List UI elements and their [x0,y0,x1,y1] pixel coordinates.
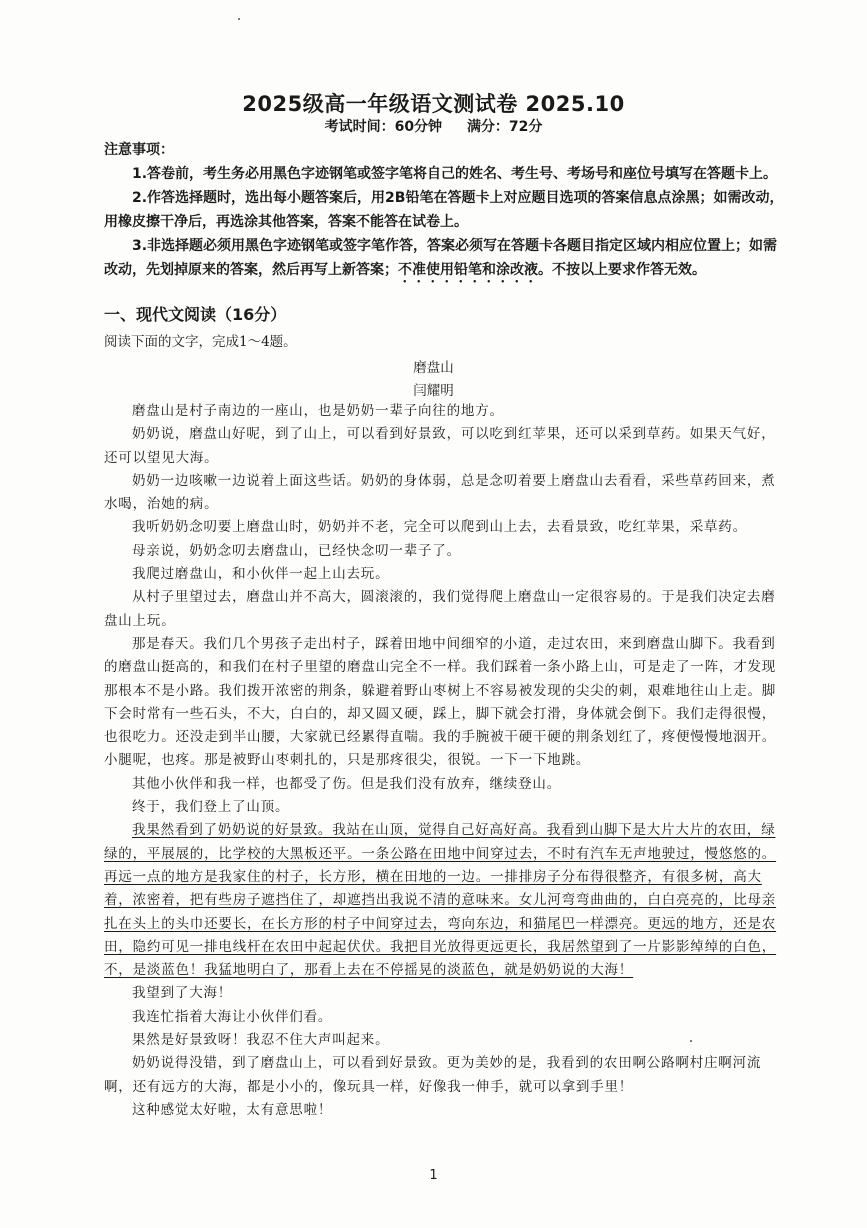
exam-title: 2025级高一年级语文测试卷 2025.10 [242,92,625,116]
paragraph: 我爬过磨盘山，和小伙伴一起上山去玩。 [132,566,390,583]
paragraph: 奶奶说得没错，到了磨盘山上，可以看到好景致。更为美妙的是，我看到的农田啊公路啊村庄啊河流啊，还有远方的大海，都是小小的，像玩具一样，好像我一伸手，就可以拿到手里！ [104,1055,762,1095]
notice-item-2: 2.作答选择题时，选出每小题答案后，用2B铅笔在答题卡上对应题目选项的答案信息点涂黑；如需改动，用橡皮擦干净后，再选涂其他答案，答案不能答在试卷上。 [104,190,784,230]
notice-heading: 注意事项： [104,142,174,158]
section-heading: 一、现代文阅读（16分） [104,305,287,324]
paragraph: 磨盘山是村子南边的一座山，也是奶奶一辈子向往的地方。 [132,403,504,419]
exam-time: 考试时间：60分钟 [324,119,443,135]
notice-item-3-text: 3.非选择题必须用黑色字迹钢笔或签字笔作答，答案必须写在答题卡各题目指定区域内相应位置上；如需改动，先划掉原来的答案，然后再写上新答案； [104,238,778,278]
notice-section [104,138,784,286]
notice-item-3-emphasis: 不准使用铅笔和涂改液 [398,262,538,278]
page-number: 1 [429,1168,438,1183]
paragraph: 其他小伙伴和我一样，也都受了伤。但是我们没有放弃，继续登山。 [132,775,561,792]
paragraph: 终于，我们登上了山顶。 [132,799,290,816]
underlined-paragraph: 我果然看到了奶奶说的好景致。我站在山顶，觉得自己好高好高。我看到山脚下是大片大片的农田，绿绿的，平展展的，比学校的大黑板还平。一条公路在田地中间穿过去，不时有汽车无声地驶过，慢悠悠的。再远一点的地方是我家住的村子，长方形，横在田地的一边。一排排房子分布得很整齐，有很多树，高大着，浓密着，把有些房子遮挡住了，却遮挡出我说不清的意味来。女儿河弯弯曲曲的，白白亮亮的，比母亲扎在头上的头巾还要长，在长方形的村子中间穿过去，弯向东边，和猫尾巴一样漂亮。更远的地方，还是农田，隐约可见一排电线杆在农田中起起伏伏。我把目光放得更远更长，我居然望到了一片影影绰绰的白色，不，是淡蓝色！我猛地明白了，那看上去在不停摇晃的淡蓝色，就是奶奶说的大海！ [104,822,777,979]
notice-item-3 [104,234,784,286]
paragraph: 母亲说，奶奶念叨去磨盘山，已经快念叨一辈子了。 [132,542,461,559]
paragraph: 从村子里望过去，磨盘山并不高大，圆滚滚的，我们觉得爬上磨盘山一定很容易的。于是我们决定去磨盘山上玩。 [104,589,776,629]
paragraph: 果然是好景致呀！我忍不住大声叫起来。 [132,1032,390,1049]
paragraph: 我听奶奶念叨要上磨盘山时，奶奶并不老，完全可以爬到山上去，去看景致，吃红苹果，采草药。 [132,519,747,536]
passage-author: 闫耀明 [413,383,454,399]
paragraph: 我望到了大海！ [132,985,233,1002]
paragraph: 我连忙指着大海让小伙伴们看。 [132,1008,333,1025]
paragraph: 奶奶一边咳嗽一边说着上面这些话。奶奶的身体弱，总是念叨着要上磨盘山去看看，采些草药回来，煮水喝，治她的病。 [104,472,776,513]
reading-instruction: 阅读下面的文字，完成1～4题。 [104,334,297,350]
paragraph: 这种感觉太好啦，太有意思啦！ [132,1101,333,1118]
notice-item-3-end: 。不按以上要求作答无效。 [538,262,706,278]
paragraph: 那是春天。我们几个男孩子走出村子，踩着田地中间细窄的小道，走过农田，来到磨盘山脚下。我看到的磨盘山挺高的，和我们在村子里望的磨盘山完全不一样。我们踩着一条小路上山，可是走了一阵，才发现那根本不是小路。我们拨开浓密的荆条，躲避着野山枣树上不容易被发现的尖尖的刺，艰难地往山上走。脚下会时常有一些石头，不大，白白的，却又圆又硬，踩上，脚下就会打滑，身体就会倒下。我们走得很慢，也很吃力。还没走到半山腰，大家就已经累得直喘。我的手腕被干硬干硬的荆条划红了，疼便慢慢地洇开。小腿呢，也疼。那是被野山枣刺扎的，只是那疼很尖，很锐。一下一下地跳。 [104,635,777,769]
notice-item-1: 1.答卷前，考生务必用黑色字迹钢笔或签字笔将自己的姓名、考生号、考场号和座位号填写在答题卡上。 [132,166,778,182]
scan-speck [238,18,240,20]
exam-meta [0,116,867,136]
passage-title: 磨盘山 [413,360,454,376]
full-score: 满分：72分 [466,119,543,135]
passage-body [104,400,782,1122]
paragraph: 奶奶说，磨盘山好呢，到了山上，可以看到好景致，可以吃到红苹果，还可以采到草药。如果天气好，还可以望见大海。 [104,426,776,466]
